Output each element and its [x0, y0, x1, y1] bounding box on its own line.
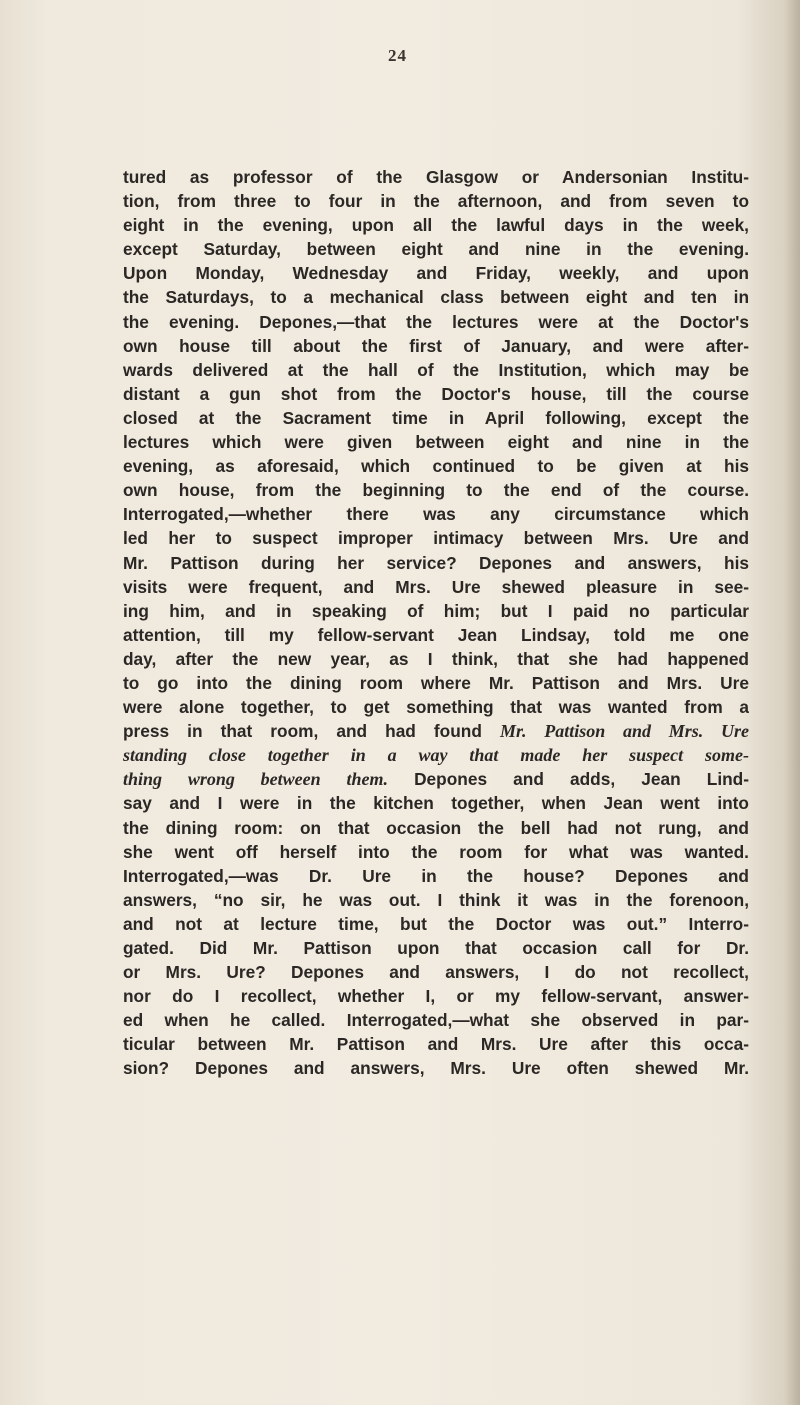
text-line: except Saturday, between eight and nine in the evening. [123, 239, 749, 260]
text-line: answers, “no sir, he was out. I think it was in the forenoon, [123, 889, 749, 910]
text-line: Mr. Pattison during her service? Depones and answers, his [123, 552, 749, 573]
text-line: gated. Did Mr. Pattison upon that occasion call for Dr. [123, 938, 749, 958]
text-line: tured as professor of the Glasgow or Andersonian Institu- [123, 167, 749, 187]
page-number: 24 [388, 46, 407, 65]
text-line: were alone together, to get something that was wanted from a [123, 697, 749, 718]
text-line: she went off herself into the room for what was wanted. [123, 841, 749, 862]
text-line: eight in the evening, upon all the lawful days in the week, [123, 215, 749, 236]
italic-text: standing close together in a way that made her suspect some- [123, 745, 749, 766]
italic-text: Mr. Pattison and Mrs. Ure [499, 721, 749, 742]
text-line: lectures which were given between eight and nine in the [123, 432, 749, 453]
text-line: Upon Monday, Wednesday and Friday, weekly, and upon [123, 263, 749, 284]
text-line [123, 743, 749, 767]
text-line: and not at lecture time, but the Doctor was out.” Interro- [123, 913, 749, 934]
page-edge-shadow [786, 0, 800, 1405]
text-line: ed when he called. Interrogated,—what she observed in par- [123, 1010, 749, 1031]
text-line: thing wrong between them. Depones and adds, Jean Lind- [123, 769, 749, 790]
text-line: own house till about the first of January, and were after- [123, 335, 749, 356]
text-line: Interrogated,—whether there was any circumstance which [123, 504, 749, 525]
text-line: distant a gun shot from the Doctor's house, till the course [123, 383, 749, 404]
text-line: Interrogated,—was Dr. Ure in the house? Depones and [123, 865, 749, 886]
body-text [123, 165, 749, 1081]
text-line: nor do I recollect, whether I, or my fellow-servant, answer- [123, 986, 749, 1007]
text-line: closed at the Sacrament time in April following, except the [123, 407, 749, 428]
text-line: to go into the dining room where Mr. Pattison and Mrs. Ure [123, 672, 749, 693]
text-line: press in that room, and had found Mr. Pattison and Mrs. Ure [123, 721, 749, 742]
text-line: say and I were in the kitchen together, when Jean went into [123, 793, 749, 814]
text-line: day, after the new year, as I think, that she had happened [123, 648, 749, 669]
italic-text: thing wrong between them. [123, 769, 388, 790]
text-line: sion? Depones and answers, Mrs. Ure often shewed Mr. [123, 1058, 749, 1079]
text-line: ing him, and in speaking of him; but I paid no particular [123, 600, 749, 621]
text-line: tion, from three to four in the afternoon, and from seven to [123, 191, 749, 212]
text-line: visits were frequent, and Mrs. Ure shewed pleasure in see- [123, 576, 749, 597]
text-line: own house, from the beginning to the end of the course. [123, 480, 749, 501]
text-line: or Mrs. Ure? Depones and answers, I do not recollect, [123, 962, 749, 983]
text-line: the dining room: on that occasion the bell had not rung, and [123, 817, 749, 838]
text-line: ticular between Mr. Pattison and Mrs. Ure after this occa- [123, 1034, 749, 1055]
text-line: wards delivered at the hall of the Institution, which may be [123, 359, 749, 380]
text-line: attention, till my fellow-servant Jean Lindsay, told me one [123, 624, 749, 645]
text-line: the Saturdays, to a mechanical class between eight and ten in [123, 287, 749, 308]
text-line: led her to suspect improper intimacy between Mrs. Ure and [123, 528, 749, 549]
text-line: the evening. Depones,—that the lectures were at the Doctor's [123, 311, 749, 332]
text-line: evening, as aforesaid, which continued to be given at his [123, 456, 749, 477]
